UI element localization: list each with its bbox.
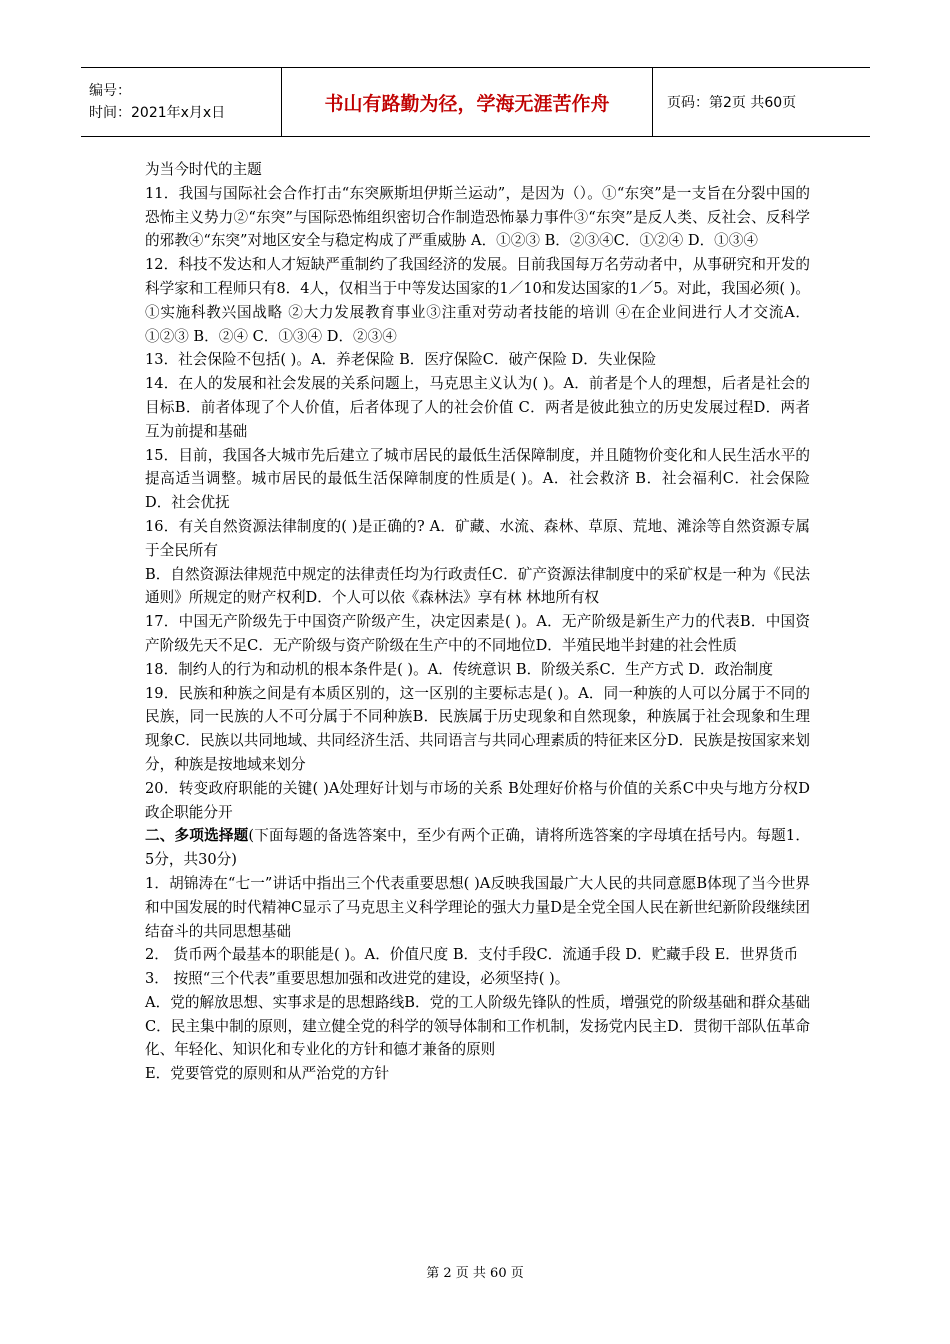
document-body (145, 158, 810, 1086)
multi-question-2: 2． 货币两个最基本的职能是( )。A．价值尺度 B．支付手段C．流通手段 D．贮藏手段 E．世界货币 (145, 946, 799, 964)
question-12: 12．科技不发达和人才短缺严重制约了我国经济的发展。目前我国每万名劳动者中，从事研究和开发的科学家和工程师只有8．4人，仅相当于中等发达国家的1／10和发达国家的1／5。对此，我国必须( )。①实施科教兴国战略 ②大力发展教育事业③注重对劳动者技能的培训 ④在企业间进行人才交流A．①②③ B．②④ C．①③④ D．②③④ (145, 256, 810, 345)
page-header (81, 67, 870, 137)
multi-question-1: 1．胡锦涛在“七一”讲话中指出三个代表重要思想( )A反映我国最广大人民的共同意愿B体现了当今世界和中国发展的时代精神C显示了马克思主义科学理论的强大力量D是全党全国人民在新世纪新阶段继续团结奋斗的共同思想基础 (145, 874, 810, 940)
question-20: 20．转变政府职能的关键( )A处理好计划与市场的关系 B处理好价格与价值的关系C中央与地方分权D政企职能分开 (145, 779, 810, 821)
multi-question-3-options: A．党的解放思想、实事求是的思想路线B．党的工人阶级先锋队的性质，增强党的阶级基础和群众基础C．民主集中制的原则，建立健全党的科学的领导体制和工作机制，发扬党内民主D．贯彻干部队伍革命化、年轻化、知识化和专业化的方针和德才兼备的原则 (145, 993, 810, 1059)
question-18: 18．制约人的行为和动机的根本条件是( )。A．传统意识 B．阶级关系C．生产方式 D．政治制度 (145, 660, 773, 678)
question-15: 15．目前，我国各大城市先后建立了城市居民的最低生活保障制度，并且随物价变化和人民生活水平的提高适当调整。城市居民的最低生活保障制度的性质是( )。A．社会救济 B．社会福利C．社会保险 D．社会优抚 (145, 446, 810, 512)
header-motto: 书山有路勤为径，学海无涯苦作舟 (281, 68, 653, 136)
question-17: 17．中国无产阶级先于中国资产阶级产生，决定因素是( )。A．无产阶级是新生产力的代表B．中国资产阶级先天不足C．无产阶级与资产阶级在生产中的不同地位D．半殖民地半封建的社会性质 (145, 613, 810, 654)
question-16-continued: B．自然资源法律规范中规定的法律责任均为行政责任C．矿产资源法律制度中的采矿权是一种为《民法通则》所规定的财产权利D．个人可以依《森林法》享有林 林地所有权 (145, 565, 810, 607)
multi-question-3: 3． 按照“三个代表”重要思想加强和改进党的建设，必须坚持( )。 (145, 970, 570, 988)
multi-question-3-option-e: E．党要管党的原则和从严治党的方针 (145, 1065, 390, 1083)
question-16: 16．有关自然资源法律制度的( )是正确的? A．矿藏、水流、森林、草原、荒地、滩涂等自然资源专属于全民所有 (145, 517, 810, 559)
question-11: 11．我国与国际社会合作打击“东突厥斯坦伊斯兰运动”，是因为（）。①“东突”是一支旨在分裂中国的恐怖主义势力②“东突”与国际恐怖组织密切合作制造恐怖暴力事件③“东突”是反人类、反社会、反科学的邪教④“东突”对地区安全与稳定构成了严重威胁 A．①②③ B．②③④C．①②④ D．①③④ (145, 184, 810, 250)
paragraph: 为当今时代的主题 (145, 161, 262, 178)
section-heading (145, 824, 810, 872)
section-intro: (下面每题的备选答案中，至少有两个正确，请将所选答案的字母填在括号内。每题1．5分，共30分) (145, 827, 810, 869)
section-title: 二、多项选择题 (145, 827, 249, 845)
document-date: 时间：2021年x月x日 (89, 105, 226, 121)
question-13: 13．社会保险不包括( )。A．养老保险 B．医疗保险C．破产保险 D．失业保险 (145, 351, 657, 369)
question-19: 19．民族和种族之间是有本质区别的，这一区别的主要标志是( )。A．同一种族的人可以分属于不同的民族，同一民族的人不可分属于不同种族B．民族属于历史现象和自然现象，种族属于社会现象和生理现象C．民族以共同地域、共同经济生活、共同语言与共同心理素质的特征来区分D．民族是按国家来划分，种族是按地域来划分 (145, 684, 810, 773)
document-number: 编号： (89, 83, 131, 99)
header-meta (81, 68, 281, 136)
page-footer: 第 2 页 共 60 页 (426, 1266, 524, 1281)
question-14: 14．在人的发展和社会发展的关系问题上，马克思主义认为( )。A．前者是个人的理想，后者是社会的目标B．前者体现了个人价值，后者体现了人的社会价值 C．两者是彼此独立的历史发展过程D．两者互为前提和基础 (145, 375, 810, 440)
header-page-number: 页码：第2页 共60页 (667, 95, 797, 111)
